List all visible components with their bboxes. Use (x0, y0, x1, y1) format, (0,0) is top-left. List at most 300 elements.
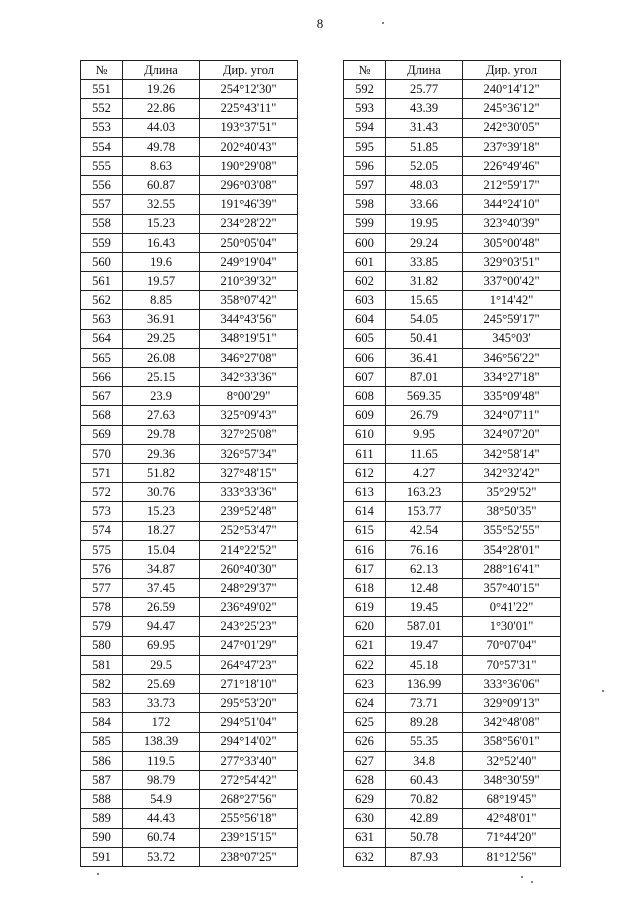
cell-angle: 245°36'12" (463, 99, 561, 118)
header-number: № (81, 61, 123, 80)
cell-angle: 342°48'08" (463, 713, 561, 732)
cell-number: 627 (344, 751, 386, 770)
cell-length: 25.77 (386, 80, 463, 99)
cell-length: 15.04 (123, 540, 200, 559)
table-row (344, 617, 561, 636)
cell-number: 587 (81, 770, 123, 789)
cell-number: 620 (344, 617, 386, 636)
cell-angle: 327°25'08" (200, 425, 298, 444)
cell-number: 555 (81, 156, 123, 175)
table-row (81, 291, 298, 310)
cell-length: 34.87 (123, 559, 200, 578)
cell-length: 51.82 (123, 463, 200, 482)
cell-number: 624 (344, 694, 386, 713)
cell-length: 87.93 (386, 847, 463, 866)
cell-length: 54.05 (386, 310, 463, 329)
cell-angle: 239°52'48" (200, 502, 298, 521)
cell-length: 54.9 (123, 790, 200, 809)
cell-length: 29.24 (386, 233, 463, 252)
cell-number: 559 (81, 233, 123, 252)
cell-length: 19.57 (123, 272, 200, 291)
cell-number: 619 (344, 598, 386, 617)
cell-length: 52.05 (386, 156, 463, 175)
cell-length: 22.86 (123, 99, 200, 118)
cell-number: 574 (81, 521, 123, 540)
cell-angle: 348°19'51" (200, 329, 298, 348)
cell-number: 613 (344, 483, 386, 502)
cell-number: 605 (344, 329, 386, 348)
cell-number: 626 (344, 732, 386, 751)
table-row (344, 118, 561, 137)
table-row (344, 521, 561, 540)
cell-angle: 333°36'06" (463, 675, 561, 694)
table-row (344, 137, 561, 156)
cell-length: 16.43 (123, 233, 200, 252)
table-row (344, 540, 561, 559)
cell-length: 31.82 (386, 272, 463, 291)
scan-speck (602, 690, 604, 692)
cell-length: 30.76 (123, 483, 200, 502)
table-row (344, 291, 561, 310)
table-row (81, 137, 298, 156)
cell-length: 50.41 (386, 329, 463, 348)
cell-angle: 32°52'40" (463, 751, 561, 770)
cell-angle: 240°14'12" (463, 80, 561, 99)
cell-number: 595 (344, 137, 386, 156)
cell-number: 590 (81, 828, 123, 847)
cell-number: 610 (344, 425, 386, 444)
cell-number: 583 (81, 694, 123, 713)
cell-length: 69.95 (123, 636, 200, 655)
table-row (81, 310, 298, 329)
segments-table-left (80, 60, 298, 867)
cell-number: 606 (344, 348, 386, 367)
cell-length: 8.63 (123, 156, 200, 175)
header-length: Длина (123, 61, 200, 80)
cell-angle: 260°40'30" (200, 559, 298, 578)
table-row (81, 675, 298, 694)
cell-length: 12.48 (386, 579, 463, 598)
table-row (81, 694, 298, 713)
table-row (344, 598, 561, 617)
cell-number: 568 (81, 406, 123, 425)
scan-speck (382, 22, 384, 24)
table-row (344, 675, 561, 694)
cell-angle: 212°59'17" (463, 176, 561, 195)
table-row (344, 272, 561, 291)
cell-number: 580 (81, 636, 123, 655)
cell-length: 138.39 (123, 732, 200, 751)
cell-number: 614 (344, 502, 386, 521)
cell-angle: 68°19'45" (463, 790, 561, 809)
cell-number: 632 (344, 847, 386, 866)
cell-angle: 214°22'52" (200, 540, 298, 559)
cell-number: 628 (344, 770, 386, 789)
cell-number: 630 (344, 809, 386, 828)
table-row (344, 80, 561, 99)
table-row (344, 579, 561, 598)
cell-length: 60.43 (386, 770, 463, 789)
cell-length: 19.6 (123, 252, 200, 271)
cell-angle: 225°43'11" (200, 99, 298, 118)
cell-angle: 35°29'52" (463, 483, 561, 502)
table-header-row (344, 61, 561, 80)
cell-number: 558 (81, 214, 123, 233)
table-row (344, 559, 561, 578)
cell-angle: 210°39'32" (200, 272, 298, 291)
cell-number: 598 (344, 195, 386, 214)
cell-length: 73.71 (386, 694, 463, 713)
table-header-row (81, 61, 298, 80)
table-row (81, 233, 298, 252)
cell-angle: 191°46'39" (200, 195, 298, 214)
cell-number: 552 (81, 99, 123, 118)
table-row (81, 252, 298, 271)
cell-length: 34.8 (386, 751, 463, 770)
cell-length: 9.95 (386, 425, 463, 444)
cell-angle: 329°03'51" (463, 252, 561, 271)
cell-number: 582 (81, 675, 123, 694)
cell-angle: 327°48'15" (200, 463, 298, 482)
cell-number: 571 (81, 463, 123, 482)
cell-length: 18.27 (123, 521, 200, 540)
cell-number: 579 (81, 617, 123, 636)
cell-angle: 249°19'04" (200, 252, 298, 271)
table-row (344, 483, 561, 502)
cell-angle: 325°09'43" (200, 406, 298, 425)
cell-number: 567 (81, 387, 123, 406)
cell-angle: 1°30'01" (463, 617, 561, 636)
table-row (81, 732, 298, 751)
cell-angle: 337°00'42" (463, 272, 561, 291)
cell-length: 55.35 (386, 732, 463, 751)
cell-number: 569 (81, 425, 123, 444)
table-row (81, 176, 298, 195)
table-row (81, 751, 298, 770)
cell-length: 172 (123, 713, 200, 732)
cell-angle: 234°28'22" (200, 214, 298, 233)
cell-length: 4.27 (386, 463, 463, 482)
cell-length: 36.91 (123, 310, 200, 329)
cell-length: 42.54 (386, 521, 463, 540)
cell-number: 577 (81, 579, 123, 598)
cell-length: 15.65 (386, 291, 463, 310)
table-row (344, 636, 561, 655)
table-row (344, 444, 561, 463)
cell-angle: 346°56'22" (463, 348, 561, 367)
cell-number: 621 (344, 636, 386, 655)
table-row (344, 655, 561, 674)
table-row (344, 156, 561, 175)
cell-angle: 250°05'04" (200, 233, 298, 252)
cell-angle: 305°00'48" (463, 233, 561, 252)
table-row (81, 463, 298, 482)
header-angle: Дир. угол (463, 61, 561, 80)
scan-speck (521, 876, 523, 878)
cell-number: 604 (344, 310, 386, 329)
scan-speck (97, 873, 99, 875)
table-row (81, 559, 298, 578)
table-row (81, 406, 298, 425)
cell-length: 60.87 (123, 176, 200, 195)
cell-number: 603 (344, 291, 386, 310)
cell-angle: 348°30'59" (463, 770, 561, 789)
table-row (344, 348, 561, 367)
table-row (81, 809, 298, 828)
cell-number: 615 (344, 521, 386, 540)
table-row (81, 80, 298, 99)
table-row (344, 368, 561, 387)
table-row (344, 310, 561, 329)
cell-length: 42.89 (386, 809, 463, 828)
cell-length: 49.78 (123, 137, 200, 156)
cell-length: 36.41 (386, 348, 463, 367)
cell-number: 561 (81, 272, 123, 291)
cell-length: 89.28 (386, 713, 463, 732)
cell-angle: 1°14'42" (463, 291, 561, 310)
table-row (81, 579, 298, 598)
cell-angle: 355°52'55" (463, 521, 561, 540)
cell-number: 616 (344, 540, 386, 559)
cell-length: 29.25 (123, 329, 200, 348)
cell-angle: 294°51'04" (200, 713, 298, 732)
table-row (81, 425, 298, 444)
cell-length: 26.08 (123, 348, 200, 367)
table-row (81, 272, 298, 291)
cell-length: 48.03 (386, 176, 463, 195)
cell-number: 581 (81, 655, 123, 674)
table-row (344, 463, 561, 482)
cell-number: 573 (81, 502, 123, 521)
table-row (344, 751, 561, 770)
table-row (81, 502, 298, 521)
cell-number: 557 (81, 195, 123, 214)
table-row (81, 99, 298, 118)
table-row (344, 252, 561, 271)
cell-number: 588 (81, 790, 123, 809)
table-row (344, 770, 561, 789)
table-row (81, 387, 298, 406)
cell-angle: 323°40'39" (463, 214, 561, 233)
table-row (81, 156, 298, 175)
cell-length: 33.73 (123, 694, 200, 713)
cell-angle: 252°53'47" (200, 521, 298, 540)
table-row (344, 176, 561, 195)
cell-length: 45.18 (386, 655, 463, 674)
cell-angle: 255°56'18" (200, 809, 298, 828)
cell-number: 608 (344, 387, 386, 406)
cell-number: 556 (81, 176, 123, 195)
cell-number: 586 (81, 751, 123, 770)
cell-number: 629 (344, 790, 386, 809)
cell-angle: 335°09'48" (463, 387, 561, 406)
table-row (344, 502, 561, 521)
cell-angle: 354°28'01" (463, 540, 561, 559)
cell-length: 136.99 (386, 675, 463, 694)
table-row (344, 425, 561, 444)
header-angle: Дир. угол (200, 61, 298, 80)
cell-angle: 272°54'42" (200, 770, 298, 789)
table-row (344, 387, 561, 406)
page-number: 8 (316, 16, 324, 31)
cell-length: 19.95 (386, 214, 463, 233)
cell-number: 593 (344, 99, 386, 118)
cell-angle: 0°41'22" (463, 598, 561, 617)
cell-angle: 71°44'20" (463, 828, 561, 847)
cell-length: 76.16 (386, 540, 463, 559)
cell-number: 551 (81, 80, 123, 99)
table-row (344, 195, 561, 214)
table-body-left (81, 80, 298, 867)
cell-number: 623 (344, 675, 386, 694)
scan-speck (531, 881, 533, 883)
table-row (81, 521, 298, 540)
cell-number: 599 (344, 214, 386, 233)
cell-angle: 247°01'29" (200, 636, 298, 655)
cell-angle: 345°03' (463, 329, 561, 348)
table-row (344, 790, 561, 809)
cell-angle: 239°15'15" (200, 828, 298, 847)
cell-length: 25.69 (123, 675, 200, 694)
cell-angle: 334°27'18" (463, 368, 561, 387)
cell-number: 554 (81, 137, 123, 156)
cell-length: 32.55 (123, 195, 200, 214)
cell-length: 51.85 (386, 137, 463, 156)
cell-angle: 358°56'01" (463, 732, 561, 751)
cell-length: 27.63 (123, 406, 200, 425)
cell-angle: 294°14'02" (200, 732, 298, 751)
header-length: Длина (386, 61, 463, 80)
table-row (81, 617, 298, 636)
table-body-right (344, 80, 561, 867)
cell-angle: 271°18'10" (200, 675, 298, 694)
cell-angle: 8°00'29" (200, 387, 298, 406)
cell-length: 587.01 (386, 617, 463, 636)
table-row (81, 598, 298, 617)
table-row (81, 847, 298, 866)
cell-number: 575 (81, 540, 123, 559)
cell-length: 53.72 (123, 847, 200, 866)
cell-angle: 226°49'46" (463, 156, 561, 175)
cell-number: 622 (344, 655, 386, 674)
cell-number: 565 (81, 348, 123, 367)
cell-angle: 342°33'36" (200, 368, 298, 387)
cell-number: 592 (344, 80, 386, 99)
cell-angle: 346°27'08" (200, 348, 298, 367)
cell-angle: 70°57'31" (463, 655, 561, 674)
cell-number: 585 (81, 732, 123, 751)
cell-angle: 344°43'56" (200, 310, 298, 329)
cell-angle: 357°40'15" (463, 579, 561, 598)
table-row (81, 828, 298, 847)
cell-angle: 243°25'23" (200, 617, 298, 636)
cell-angle: 268°27'56" (200, 790, 298, 809)
cell-length: 119.5 (123, 751, 200, 770)
cell-angle: 344°24'10" (463, 195, 561, 214)
table-row (344, 214, 561, 233)
cell-number: 609 (344, 406, 386, 425)
cell-number: 617 (344, 559, 386, 578)
cell-angle: 277°33'40" (200, 751, 298, 770)
table-row (344, 847, 561, 866)
cell-length: 29.5 (123, 655, 200, 674)
table-row (344, 809, 561, 828)
cell-number: 612 (344, 463, 386, 482)
cell-angle: 81°12'56" (463, 847, 561, 866)
table-row (81, 195, 298, 214)
cell-angle: 245°59'17" (463, 310, 561, 329)
table-row (81, 790, 298, 809)
cell-number: 570 (81, 444, 123, 463)
table-row (81, 444, 298, 463)
cell-number: 576 (81, 559, 123, 578)
table-row (81, 329, 298, 348)
cell-length: 569.35 (386, 387, 463, 406)
cell-number: 602 (344, 272, 386, 291)
table-row (81, 636, 298, 655)
cell-length: 29.36 (123, 444, 200, 463)
cell-number: 597 (344, 176, 386, 195)
cell-length: 19.47 (386, 636, 463, 655)
cell-angle: 342°58'14" (463, 444, 561, 463)
table-row (81, 214, 298, 233)
table-row (344, 329, 561, 348)
cell-length: 33.85 (386, 252, 463, 271)
cell-length: 19.26 (123, 80, 200, 99)
cell-number: 596 (344, 156, 386, 175)
cell-length: 43.39 (386, 99, 463, 118)
table-row (344, 732, 561, 751)
cell-angle: 254°12'30" (200, 80, 298, 99)
cell-length: 163.23 (386, 483, 463, 502)
cell-length: 33.66 (386, 195, 463, 214)
cell-length: 60.74 (123, 828, 200, 847)
cell-number: 562 (81, 291, 123, 310)
cell-number: 601 (344, 252, 386, 271)
segments-table-right (343, 60, 561, 867)
cell-angle: 236°49'02" (200, 598, 298, 617)
cell-length: 15.23 (123, 502, 200, 521)
table-row (344, 828, 561, 847)
table-row (81, 770, 298, 789)
cell-angle: 70°07'04" (463, 636, 561, 655)
cell-angle: 326°57'34" (200, 444, 298, 463)
cell-number: 600 (344, 233, 386, 252)
cell-number: 631 (344, 828, 386, 847)
cell-length: 50.78 (386, 828, 463, 847)
cell-number: 572 (81, 483, 123, 502)
cell-length: 8.85 (123, 291, 200, 310)
cell-angle: 324°07'20" (463, 425, 561, 444)
cell-number: 584 (81, 713, 123, 732)
cell-length: 26.79 (386, 406, 463, 425)
cell-number: 560 (81, 252, 123, 271)
cell-length: 44.43 (123, 809, 200, 828)
cell-angle: 296°03'08" (200, 176, 298, 195)
cell-length: 70.82 (386, 790, 463, 809)
cell-angle: 42°48'01" (463, 809, 561, 828)
cell-length: 62.13 (386, 559, 463, 578)
cell-length: 11.65 (386, 444, 463, 463)
cell-length: 94.47 (123, 617, 200, 636)
cell-angle: 264°47'23" (200, 655, 298, 674)
cell-number: 591 (81, 847, 123, 866)
cell-angle: 329°09'13" (463, 694, 561, 713)
cell-number: 564 (81, 329, 123, 348)
cell-angle: 333°33'36" (200, 483, 298, 502)
cell-number: 563 (81, 310, 123, 329)
cell-angle: 242°30'05" (463, 118, 561, 137)
